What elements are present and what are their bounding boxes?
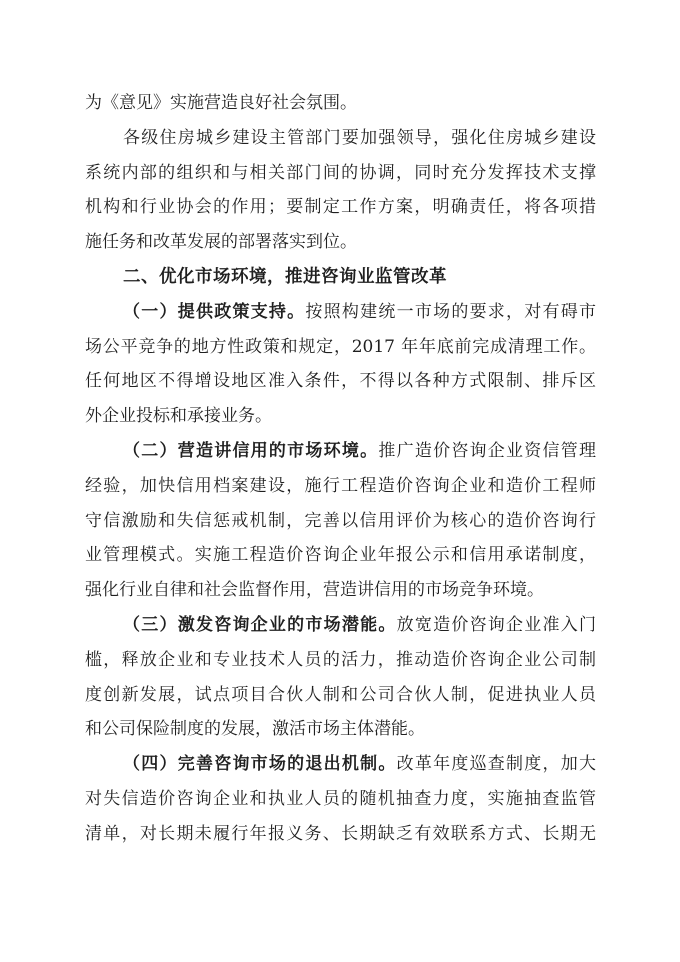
clause-lead: （三）激发咨询企业的市场潜能。 — [123, 614, 397, 635]
clause-lead: （二）营造讲信用的市场环境。 — [123, 440, 379, 461]
line-text: 度创新发展，试点项目合伙人制和公司合伙人制，促进执业人员 — [85, 684, 596, 705]
text-line — [85, 190, 596, 225]
line-text: 外企业投标和承接业务。 — [85, 406, 272, 427]
text-line — [85, 399, 596, 434]
line-text: 按照构建统一市场的要求，对有碍市 — [305, 301, 596, 322]
line-text: 强化行业自律和社会监督作用，营造讲信用的市场竞争环境。 — [85, 580, 544, 601]
line-text: 各级住房城乡建设主管部门要加强领导，强化住房城乡建设 — [123, 127, 596, 148]
text-line — [85, 782, 596, 817]
text-line — [85, 608, 596, 643]
text-line — [85, 121, 596, 156]
text-line — [85, 538, 596, 573]
clause-lead: （一）提供政策支持。 — [123, 301, 306, 322]
text-line — [85, 504, 596, 539]
text-line — [85, 86, 596, 121]
line-text: 推广造价咨询企业资信管理 — [378, 440, 596, 461]
line-text: 机构和行业协会的作用；要制定工作方案，明确责任，将各项措 — [85, 197, 596, 218]
text-line — [85, 817, 596, 852]
clause-lead: （四）完善咨询市场的退出机制。 — [123, 754, 397, 775]
line-text: 业管理模式。实施工程造价咨询企业年报公示和信用承诺制度， — [85, 545, 596, 566]
text-line — [85, 678, 596, 713]
text-line — [85, 156, 596, 191]
line-text: 为《意见》实施营造良好社会氛围。 — [85, 93, 357, 113]
line-text: 槛，释放企业和专业技术人员的活力，推动造价咨询企业公司制 — [85, 649, 596, 670]
line-text: 任何地区不得增设地区准入条件，不得以各种方式限制、排斥区 — [85, 371, 596, 392]
line-text: 改革年度巡查制度，加大 — [396, 754, 596, 775]
line-text: 施任务和改革发展的部署落实到位。 — [85, 232, 357, 253]
text-line — [85, 225, 596, 260]
text-line — [85, 295, 596, 330]
line-text: 守信激励和失信惩戒机制，完善以信用评价为核心的造价咨询行 — [85, 510, 596, 531]
text-line — [85, 434, 596, 469]
line-text: 经验，加快信用档案建设，施行工程造价咨询企业和造价工程师 — [85, 475, 596, 496]
line-text: 对失信造价咨询企业和执业人员的随机抽查力度，实施抽查监管 — [85, 788, 596, 809]
line-text: 清单，对长期未履行年报义务、长期缺乏有效联系方式、长期无 — [85, 823, 596, 844]
line-text: 场公平竞争的地方性政策和规定，2017 年年底前完成清理工作。 — [85, 336, 596, 357]
text-line — [85, 747, 596, 782]
text-line — [85, 573, 596, 608]
line-text: 和公司保险制度的发展，激活市场主体潜能。 — [85, 719, 425, 740]
text-line — [85, 469, 596, 504]
text-line — [85, 364, 596, 399]
text-line — [85, 712, 596, 747]
section-heading — [85, 260, 596, 295]
text-line — [85, 330, 596, 365]
section-heading-text: 二、优化市场环境，推进咨询业监管改革 — [123, 266, 447, 287]
line-text: 系统内部的组织和与相关部门间的协调，同时充分发挥技术支撑 — [85, 162, 596, 183]
line-text: 放宽造价咨询企业准入门 — [396, 614, 596, 635]
text-line — [85, 643, 596, 678]
document-body — [85, 86, 596, 852]
